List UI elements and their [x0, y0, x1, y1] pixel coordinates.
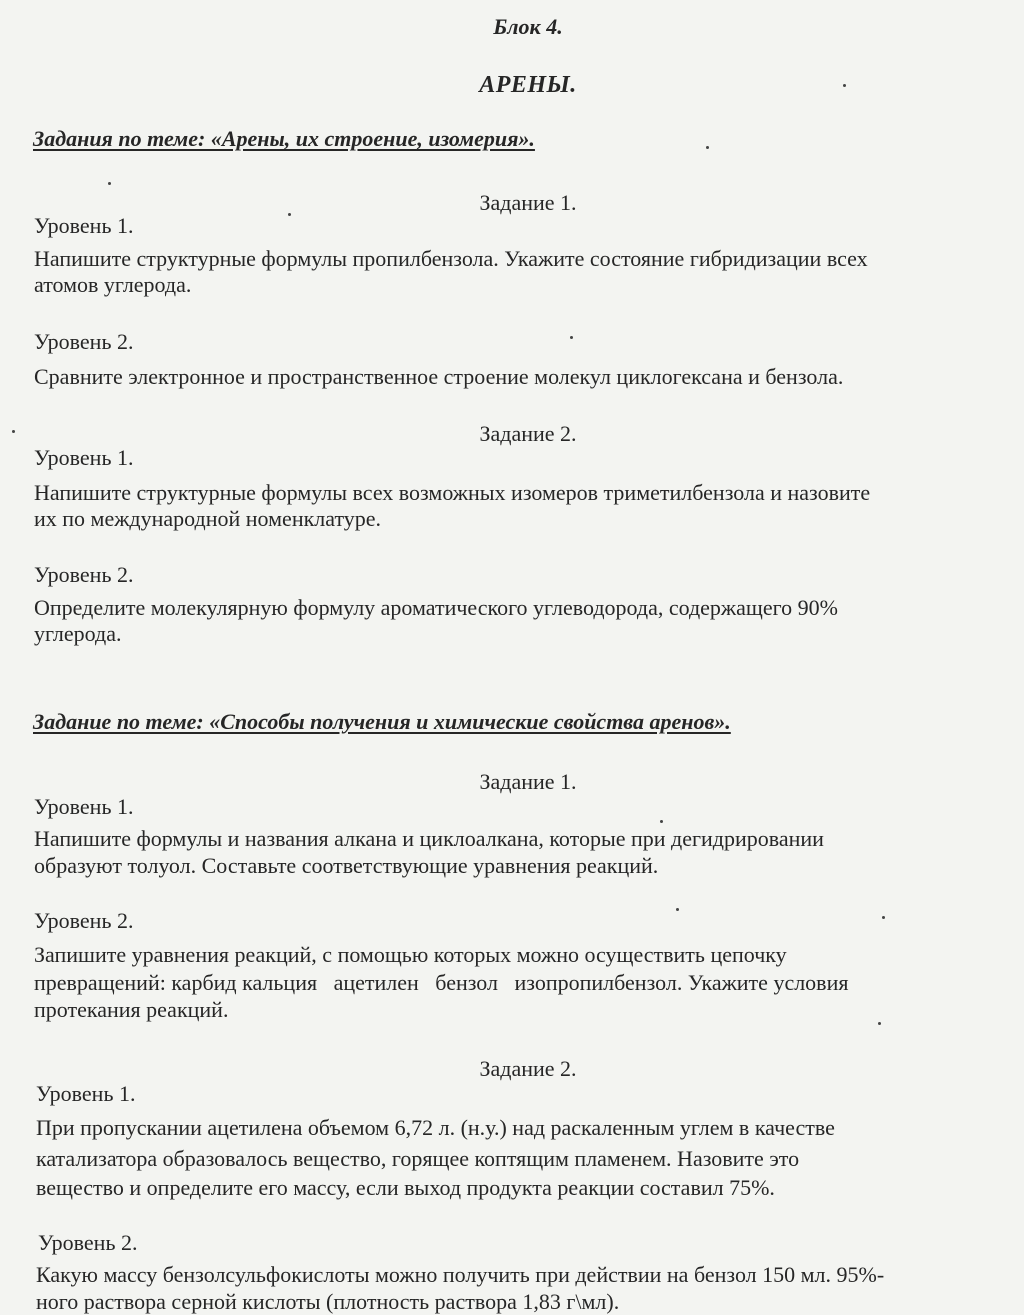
block-title: Блок 4. — [493, 14, 563, 39]
task-text: Запишите уравнения реакций, с помощью которых можно осуществить цепочку — [34, 942, 787, 967]
level-label: Уровень 2. — [34, 908, 134, 933]
task-text: их по международной номенклатуре. — [34, 506, 382, 531]
section-topic-properties: Задание по теме: «Способы получения и химические свойства аренов». — [33, 709, 731, 734]
level-label: Уровень 1. — [34, 445, 134, 470]
task-text: образуют толуол. Составьте соответствующие уравнения реакций. — [34, 853, 659, 878]
task-heading: Задание 2. — [479, 421, 577, 446]
scan-speck — [676, 908, 679, 911]
scan-speck — [660, 820, 663, 823]
level-label: Уровень 1. — [36, 1081, 136, 1106]
task-text: Напишите формулы и названия алкана и циклоалкана, которые при дегидрировании — [34, 826, 824, 851]
task-text: ного раствора серной кислоты (плотность раствора 1,83 г\мл). — [36, 1289, 620, 1314]
task-text: Напишите структурные формулы пропилбензола. Укажите состояние гибридизации всех — [34, 246, 868, 271]
task-heading: Задание 2. — [479, 1056, 577, 1081]
task-text: Сравните электронное и пространственное строение молекул циклогексана и бензола. — [34, 364, 844, 389]
level-label: Уровень 1. — [34, 794, 134, 819]
task-text: углерода. — [34, 621, 122, 646]
level-label: Уровень 2. — [34, 562, 134, 587]
task-text: Какую массу бензолсульфокислоты можно получить при действии на бензол 150 мл. 95%- — [36, 1262, 885, 1287]
scan-speck — [878, 1022, 881, 1025]
scan-speck — [108, 182, 111, 185]
task-heading: Задание 1. — [479, 190, 577, 215]
task-text: катализатора образовалось вещество, горящее коптящим пламенем. Назовите это — [36, 1146, 800, 1171]
section-topic-structure: Задания по теме: «Арены, их строение, изомерия». — [33, 126, 535, 151]
level-label: Уровень 2. — [34, 329, 134, 354]
scan-speck — [706, 146, 709, 149]
scan-speck — [570, 336, 573, 339]
scan-speck — [12, 430, 15, 433]
task-text: Напишите структурные формулы всех возможных изомеров триметилбензола и назовите — [34, 480, 871, 505]
task-text: Определите молекулярную формулу ароматического углеводорода, содержащего 90% — [34, 595, 838, 620]
scan-speck — [288, 213, 291, 216]
task-text: При пропускании ацетилена объемом 6,72 л. (н.у.) над раскаленным углем в качестве — [36, 1115, 835, 1140]
level-label: Уровень 2. — [38, 1230, 138, 1255]
main-title: АРЕНЫ. — [479, 72, 577, 98]
task-text: протекания реакций. — [34, 997, 229, 1022]
scan-speck — [882, 916, 885, 919]
scan-speck — [843, 84, 846, 87]
task-heading: Задание 1. — [479, 769, 577, 794]
task-text: превращений: карбид кальция ацетилен бензол изопропилбензол. Укажите условия — [34, 970, 849, 995]
task-text: вещество и определите его массу, если выход продукта реакции составил 75%. — [36, 1175, 775, 1200]
level-label: Уровень 1. — [34, 213, 134, 238]
task-text: атомов углерода. — [34, 272, 192, 297]
